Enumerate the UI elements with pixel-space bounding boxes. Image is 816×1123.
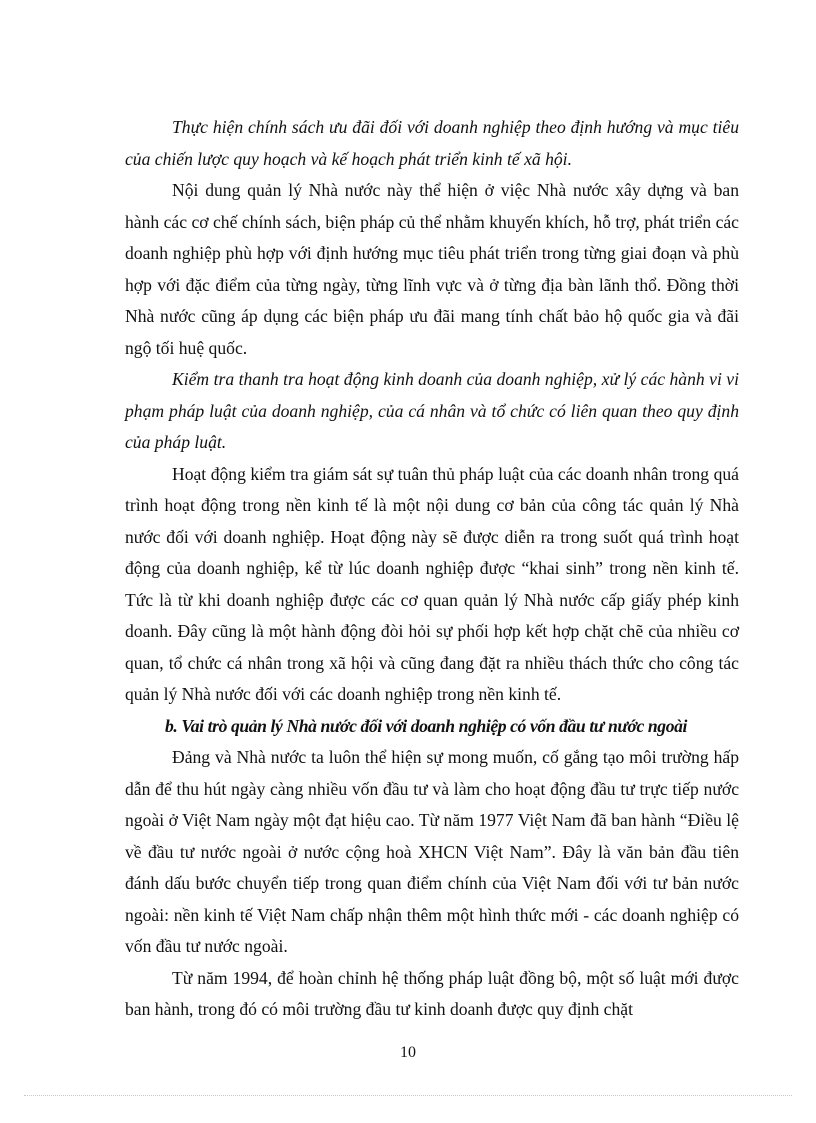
paragraph-1994-laws: Từ năm 1994, để hoàn chỉnh hệ thống pháp luật đồng bộ, một số luật mới được ban hành, trong đó có môi trường đầu tư kinh doanh được quy định chặt <box>125 967 739 1019</box>
section-heading: b. Vai trò quản lý Nhà nước đối với doanh nghiệp có vốn đầu tư nước ngoài <box>165 715 687 736</box>
paragraph-inspection-detail: Hoạt động kiểm tra giám sát sự tuân thủ pháp luật của các doanh nhân trong quá trình hoạt động trong nền kinh tế là một nội dung cơ bản của công tác quản lý Nhà nước đối với doanh nghiệp. Hoạt động này sẽ được diễn ra trong suốt quá trình hoạt động của doanh nghiệp, kể từ lúc doanh nghiệp được “khai sinh” trong nền kinh tế. Tức là từ khi doanh nghiệp được các cơ quan quản lý Nhà nước cấp giấy phép kinh doanh. Đây cũng là một hành động đòi hỏi sự phối hợp kết hợp chặt chẽ của nhiều cơ quan, tổ chức cá nhân trong xã hội và cũng đang đặt ra nhiều thách thức cho công tác quản lý Nhà nước đối với các doanh nghiệp trong nền kinh tế. <box>125 463 739 704</box>
page-bottom-divider <box>24 1095 792 1096</box>
paragraph-fdi-policy: Đảng và Nhà nước ta luôn thể hiện sự mong muốn, cố gắng tạo môi trường hấp dẫn để thu hút ngày càng nhiều vốn đầu tư và làm cho hoạt động đầu tư trực tiếp nước ngoài ở Việt Nam ngày một đạt hiệu cao. Từ năm 1977 Việt Nam đã ban hành “Điều lệ về đầu tư nước ngoài ở nước cộng hoà XHCN Việt Nam”. Đây là văn bản đầu tiên đánh dấu bước chuyển tiếp trong quan điểm chính của Việt Nam đối với tư bản nước ngoài: nền kinh tế Việt Nam chấp nhận thêm một hình thức mới - các doanh nghiệp có vốn đầu tư nước ngoài. <box>125 747 739 956</box>
page-number: 10 <box>400 1044 416 1061</box>
paragraph-management-content: Nội dung quản lý Nhà nước này thể hiện ở việc Nhà nước xây dựng và ban hành các cơ chế chính sách, biện pháp củ thể nhằm khuyến khích, hỗ trợ, phát triển các doanh nghiệp phù hợp với định hướng mục tiêu phát triển trong từng giai đoạn và phù hợp với đặc điểm của từng ngày, từng lĩnh vực và ở từng địa bàn lãnh thổ. Đồng thời Nhà nước cũng áp dụng các biện pháp ưu đãi mang tính chất bảo hộ quốc gia và đãi ngộ tối huệ quốc. <box>125 180 739 358</box>
paragraph-inspection: Kiểm tra thanh tra hoạt động kinh doanh của doanh nghiệp, xử lý các hành vi vi phạm pháp luật của doanh nghiệp, của cá nhân và tổ chức có liên quan theo quy định của pháp luật. <box>125 369 739 452</box>
body-text <box>125 112 739 1026</box>
paragraph-policy-incentives: Thực hiện chính sách ưu đãi đối với doanh nghiệp theo định hướng và mục tiêu của chiến lược quy hoạch và kế hoạch phát triển kinh tế xã hội. <box>125 117 739 169</box>
